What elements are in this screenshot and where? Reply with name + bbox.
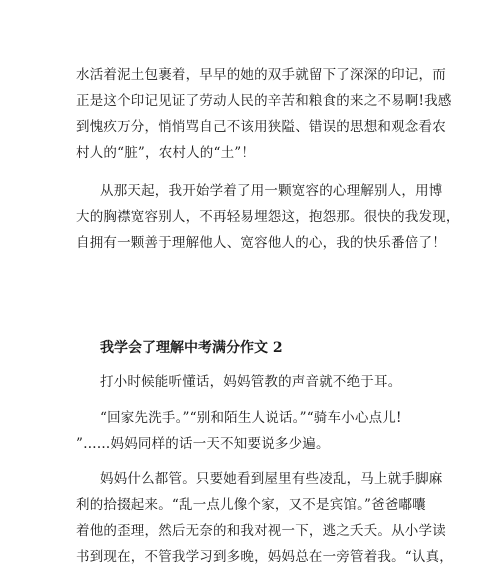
paragraph-line: 妈妈什么都管。只要她看到屋里有些凌乱，马上就手脚麻: [100, 471, 443, 487]
paragraph-line: 正是这个印记见证了劳动人民的辛苦和粮食的来之不易啊!我感: [76, 93, 452, 109]
paragraph-line: 着他的歪理，然后无奈的和我对视一下，逃之夭夭。从小学读: [76, 523, 446, 539]
paragraph-line: ”……妈妈同样的话一天不知要说多少遍。: [76, 436, 330, 452]
paragraph-line: 水活着泥土包裹着，早早的她的双手就留下了深深的印记，而: [76, 67, 446, 83]
paragraph-line: 从那天起，我开始学着了用一颗宽容的心理解别人，用博: [100, 183, 443, 199]
section-heading: 我学会了理解中考满分作文 2: [100, 340, 283, 356]
paragraph-line: 到愧疚万分，悄悄骂自己不该用狭隘、错误的思想和观念看农: [76, 119, 446, 135]
paragraph-4: [76, 405, 428, 457]
paragraph-line: 打小时候能听懂话，妈妈管教的声音就不绝于耳。: [100, 374, 402, 390]
paragraph-line: 书到现在，不管我学习到多晚，妈妈总在一旁管着我。“认真，: [76, 549, 454, 565]
paragraph-2: [76, 178, 460, 256]
paragraph-line: 利的拾掇起来。“乱一点儿像个家，又不是宾馆。”爸爸嘟囔: [76, 497, 426, 513]
paragraph-line: 自拥有一颗善于理解他人、宽容他人的心，我的快乐番倍了！: [76, 235, 446, 251]
paragraph-5: [76, 466, 454, 570]
paragraph-3: [76, 369, 428, 395]
paragraph-1: [76, 62, 452, 166]
paragraph-line: “回家先洗手。”“别和陌生人说话。”“骑车小心点儿!: [100, 410, 402, 426]
paragraph-line: 村人的“脏”，农村人的“土”！: [76, 145, 256, 161]
paragraph-line: 大的胸襟宽容别人，不再轻易埋怨这，抱怨那。很快的我发现，: [76, 209, 460, 225]
